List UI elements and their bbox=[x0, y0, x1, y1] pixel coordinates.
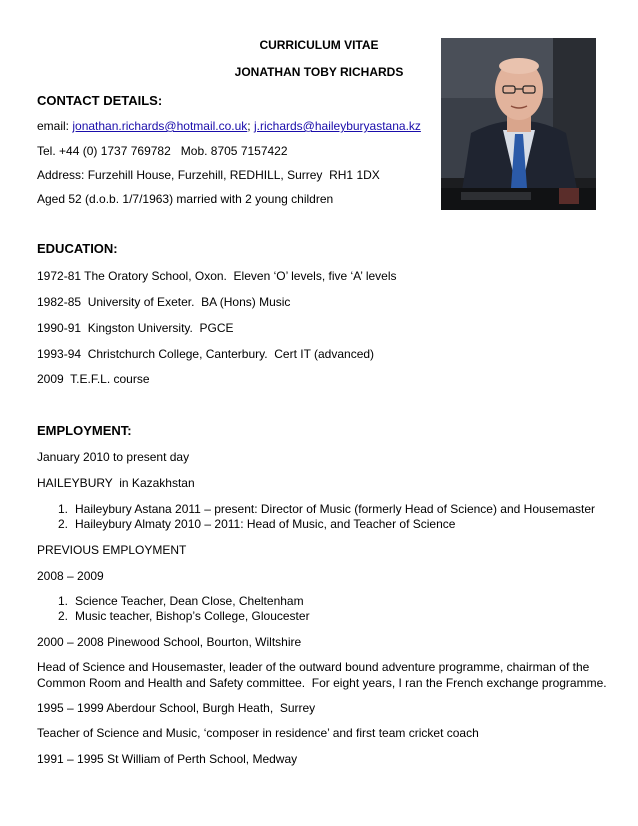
employment-heading: EMPLOYMENT: bbox=[37, 423, 132, 438]
current-role-item: Haileybury Astana 2011 – present: Director of Music (formerly Head of Science) and Housemaster bbox=[75, 502, 596, 516]
email-separator: ; bbox=[247, 119, 251, 133]
contact-heading: CONTACT DETAILS: bbox=[37, 93, 163, 108]
candidate-name: JONATHAN TOBY RICHARDS bbox=[234, 65, 404, 79]
age-line: Aged 52 (d.o.b. 1/7/1963) married with 2 young children bbox=[37, 192, 334, 206]
cv-title: CURRICULUM VITAE bbox=[259, 38, 379, 52]
email-line bbox=[37, 119, 421, 133]
stwilliam-entry: 1991 – 1995 St William of Perth School, Medway bbox=[37, 752, 298, 766]
list-number: 2. bbox=[58, 517, 69, 531]
prev-dates: 2008 – 2009 bbox=[37, 569, 104, 583]
education-item: 1972-81 The Oratory School, Oxon. Eleven ‘O’ levels, five ‘A’ levels bbox=[37, 269, 397, 283]
list-number: 2. bbox=[58, 609, 69, 623]
aberdour-entry: 1995 – 1999 Aberdour School, Burgh Heath, Surrey bbox=[37, 701, 316, 715]
email-label: email: bbox=[37, 119, 70, 133]
email-link-hotmail[interactable]: jonathan.richards@hotmail.co.uk bbox=[72, 119, 248, 133]
email-link-haileybury[interactable]: j.richards@haileyburyastana.kz bbox=[253, 119, 421, 133]
phone-line: Tel. +44 (0) 1737 769782 Mob. 8705 7157422 bbox=[37, 144, 288, 158]
education-item: 1990-91 Kingston University. PGCE bbox=[37, 321, 234, 335]
current-employer: HAILEYBURY in Kazakhstan bbox=[37, 476, 195, 490]
education-item: 1993-94 Christchurch College, Canterbury. Cert IT (advanced) bbox=[37, 347, 375, 361]
education-item: 2009 T.E.F.L. course bbox=[37, 372, 150, 386]
pinewood-entry: 2000 – 2008 Pinewood School, Bourton, Wiltshire bbox=[37, 635, 302, 649]
list-number: 1. bbox=[58, 594, 69, 608]
profile-photo bbox=[441, 38, 596, 210]
prev-role-item: Music teacher, Bishop’s College, Gloucester bbox=[75, 609, 310, 623]
education-heading: EDUCATION: bbox=[37, 241, 118, 256]
address-line: Address: Furzehill House, Furzehill, REDHILL, Surrey RH1 1DX bbox=[37, 168, 380, 182]
current-role-item: Haileybury Almaty 2010 – 2011: Head of Music, and Teacher of Science bbox=[75, 517, 456, 531]
pinewood-description-line: Head of Science and Housemaster, leader of the outward bound adventure programme, chairman of the bbox=[37, 660, 590, 674]
previous-employment-heading: PREVIOUS EMPLOYMENT bbox=[37, 543, 187, 557]
education-item: 1982-85 University of Exeter. BA (Hons) Music bbox=[37, 295, 291, 309]
current-dates: January 2010 to present day bbox=[37, 450, 190, 464]
aberdour-description: Teacher of Science and Music, ‘composer in residence’ and first team cricket coach bbox=[37, 726, 479, 740]
portrait-image bbox=[441, 38, 596, 210]
prev-role-item: Science Teacher, Dean Close, Cheltenham bbox=[75, 594, 304, 608]
pinewood-description-line: Common Room and Health and Safety committee. For eight years, I ran the French exchange programme. bbox=[37, 676, 607, 690]
list-number: 1. bbox=[58, 502, 69, 516]
